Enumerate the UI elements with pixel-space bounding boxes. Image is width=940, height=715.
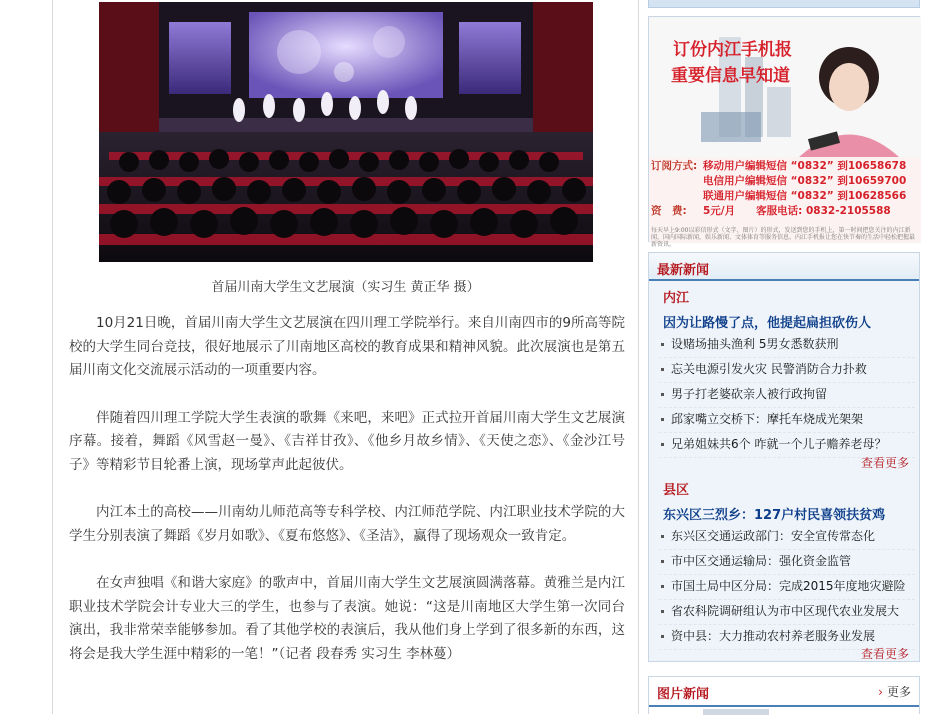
neijiang-more-link[interactable]: 查看更多 <box>860 456 909 470</box>
article-paragraph: 在女声独唱《和谐大家庭》的歌声中，首届川南大学生文艺展演圆满落幕。黄雅兰是内江职业技术学院会计专业大三的学生，也参与了表演。她说：“这是川南地区大学生第一次同台演出，我非常荣幸能够参加。看了其他学校的表演后，我从他们身上学到了很多新的东西，这将会是我大学生涯中精彩的一笔！”（记者 段春秀 实习生 李林蔓） <box>69 575 625 662</box>
ad-info-value: 联通用户编辑短信 “0832” 到10628566 <box>703 190 907 202</box>
bullet-icon <box>661 443 664 446</box>
picture-news-thumbnail[interactable] <box>703 709 769 715</box>
article-photo <box>99 2 593 262</box>
article-column <box>53 0 639 714</box>
news-list-item[interactable] <box>659 408 915 433</box>
news-link[interactable]: 忘关电源引发火灾 民警消防合力扑救 <box>671 362 867 376</box>
county-more-link[interactable]: 查看更多 <box>860 647 909 661</box>
news-list-item[interactable] <box>659 550 915 575</box>
ad-info-key <box>651 174 703 189</box>
latest-news-header <box>649 253 919 281</box>
picture-news-box <box>648 676 920 714</box>
photo-caption: 首届川南大学生文艺展演（实习生 黄正华 摄） <box>211 280 480 295</box>
news-link[interactable]: 省农科院调研组认为市中区现代农业发展大 <box>671 604 900 618</box>
news-link[interactable]: 兄弟姐妹共6个 咋就一个儿子赡养老母？ <box>671 437 887 451</box>
sidebar-top-strip <box>648 0 920 8</box>
news-list-item[interactable] <box>659 600 915 625</box>
ad-info-value: 移动用户编辑短信 “0832” 到10658678 <box>703 160 907 172</box>
article-paragraph: 内江本土的高校——川南幼儿师范高等专科学校、内江师范学院、内江职业技术学院的大学生分别表演了舞蹈《岁月如歌》、《夏布悠悠》、《圣洁》，赢得了现场观众一致肯定。 <box>69 504 625 544</box>
stage-performance-image <box>99 2 593 262</box>
news-link[interactable]: 男子打老婆砍亲人被行政拘留 <box>671 387 828 401</box>
bullet-icon <box>661 585 664 588</box>
article-paragraph: 伴随着四川理工学院大学生表演的歌舞《来吧，来吧》正式拉开首届川南大学生文艺展演序幕。接着，舞蹈《风雪赵一曼》、《吉祥甘孜》、《他乡月故乡情》、《天使之恋》、《金沙江号子》等精彩节目轮番上演，现场掌声此起彼伏。 <box>69 409 625 473</box>
article-body <box>69 312 625 690</box>
section-label-county: 县区 <box>663 483 690 498</box>
bullet-icon <box>661 343 664 346</box>
news-list-item[interactable] <box>659 575 915 600</box>
article-paragraph: 10月21日晚，首届川南大学生文艺展演在四川理工学院举行。来自川南四市的9所高等院校的大学生同台竞技，很好地展示了川南地区高校的教育成果和精神风貌。此次展演也是第五届川南文化交流展示活动的一项重要内容。 <box>69 315 625 378</box>
neijiang-headline-link[interactable]: 因为让路慢了点，他提起扁担砍伤人 <box>663 316 872 331</box>
picture-news-title: 图片新闻 <box>657 687 710 702</box>
ad-subscribe-info <box>651 159 917 219</box>
ad-info-value: 5元/月 客服电话: 0832-2105588 <box>703 205 891 217</box>
news-link[interactable]: 市中区交通运输局：强化资金监管 <box>671 554 852 568</box>
ad-subheadline: 重要信息早知道 <box>671 66 790 86</box>
news-link[interactable]: 邱家嘴立交桥下：摩托车烧成光架架 <box>671 412 864 426</box>
bullet-icon <box>661 393 664 396</box>
news-link[interactable]: 设赌场抽头渔利 5男女悉数获刑 <box>671 337 839 351</box>
county-news-list <box>659 525 915 650</box>
latest-news-title: 最新新闻 <box>657 263 710 278</box>
ad-info-key: 订阅方式: <box>651 160 698 172</box>
news-list-item[interactable] <box>659 525 915 550</box>
bullet-icon <box>661 368 664 371</box>
bullet-icon <box>661 418 664 421</box>
ad-info-key <box>651 189 703 204</box>
bullet-icon <box>661 635 664 638</box>
neijiang-news-list <box>659 333 915 458</box>
bullet-icon <box>661 535 664 538</box>
news-link[interactable]: 东兴区交通运政部门：安全宣传常态化 <box>671 529 876 543</box>
ad-info-value: 电信用户编辑短信 “0832” 到10659700 <box>703 175 907 187</box>
news-list-item[interactable] <box>659 333 915 358</box>
section-label-neijiang: 内江 <box>663 291 690 306</box>
bullet-icon <box>661 560 664 563</box>
picture-news-divider <box>649 705 919 707</box>
ad-headline: 订份内江手机报 <box>673 40 792 60</box>
latest-news-box <box>648 252 920 662</box>
news-link[interactable]: 市国土局中区分局：完成2015年度地灾避险 <box>671 579 906 593</box>
mobile-paper-ad[interactable] <box>648 16 920 248</box>
ad-info-key: 资 费: <box>651 205 687 217</box>
picture-news-more-link[interactable]: › 更多 <box>878 683 911 700</box>
news-list-item[interactable] <box>659 358 915 383</box>
bullet-icon <box>661 610 664 613</box>
ad-footer-text: 每天早上9:00以彩信形式（文字、图片）的形式，发送到您的手机上，第一时间把您关注的内江新闻，国内国际新闻，娱乐新闻、文体体育等服务信息。内江手机报让您在快节奏的生活中轻松把握最新资讯。 <box>651 227 916 248</box>
news-link[interactable]: 资中县：大力推动农村养老服务业发展 <box>671 629 876 643</box>
county-headline-link[interactable]: 东兴区三烈乡：127户村民喜领扶贫鸡 <box>663 508 886 523</box>
news-list-item[interactable] <box>659 383 915 408</box>
